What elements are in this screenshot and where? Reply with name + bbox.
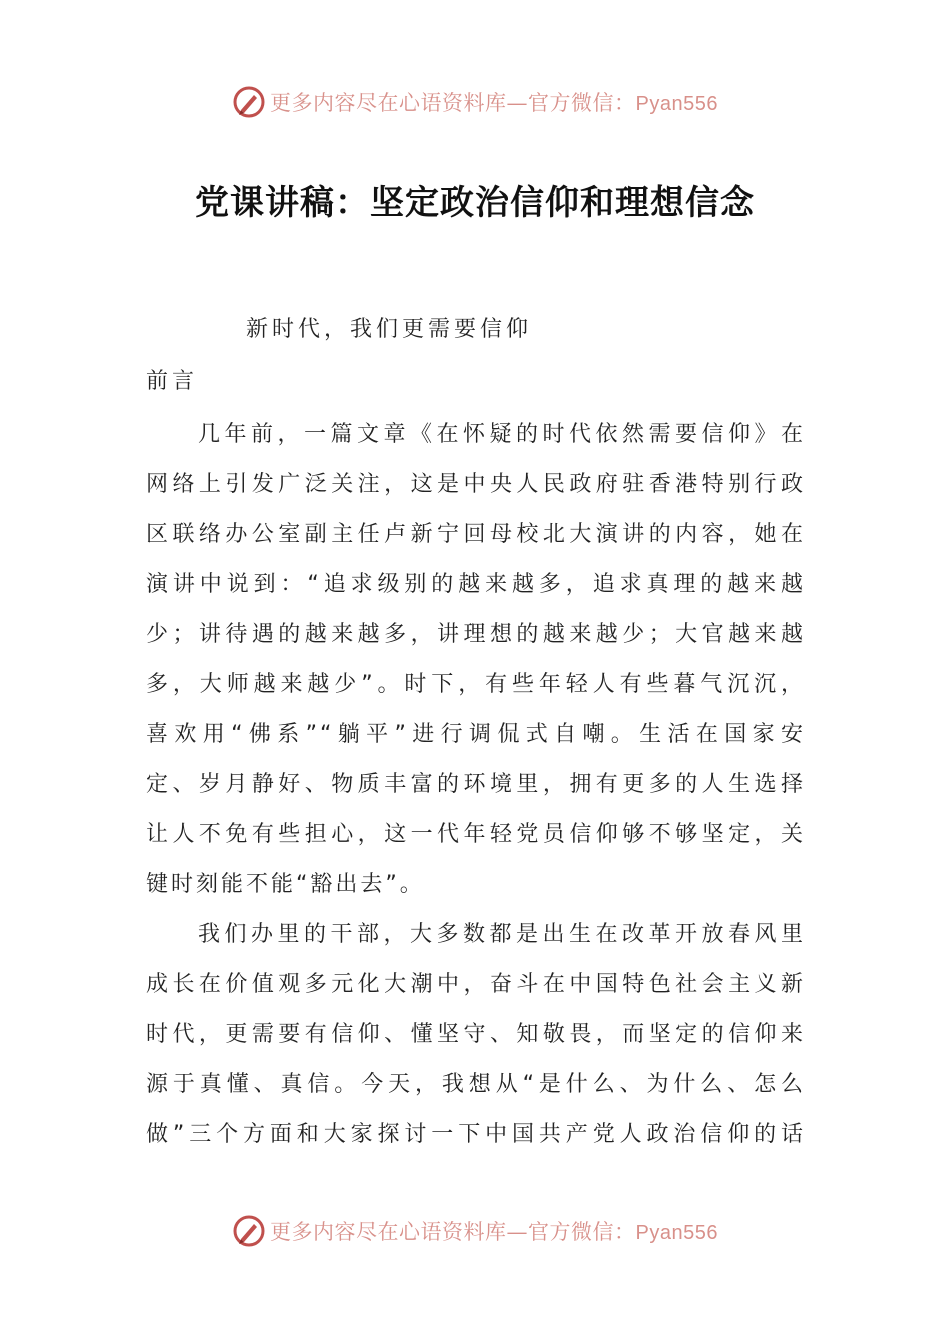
paragraph-2-line: 源于真懂、真信。今天，我想从“是什么、为什么、怎么 [146, 1072, 806, 1097]
paragraph-2-line: 我们办里的干部，大多数都是出生在改革开放春风里 [198, 922, 806, 947]
document-subtitle: 新时代，我们更需要信仰 [246, 317, 533, 342]
paragraph-1-line: 喜欢用“佛系”“躺平”进行调侃式自嘲。生活在国家安 [146, 722, 806, 747]
pen-logo-icon [232, 85, 266, 119]
wechat-id: Pyan556 [635, 93, 718, 115]
paragraph-1-line: 多，大师越来越少”。时下，有些年轻人有些暮气沉沉， [146, 672, 806, 697]
preface-heading: 前言 [146, 369, 199, 394]
paragraph-1-line: 区联络办公室副主任卢新宁回母校北大演讲的内容，她在 [146, 522, 806, 547]
body-text [146, 410, 806, 1160]
document-title: 党课讲稿：坚定政治信仰和理想信念 [195, 183, 755, 223]
paragraph-1-line: 少；讲待遇的越来越多，讲理想的越来越少；大官越来越 [146, 622, 806, 647]
pen-logo-icon [232, 1214, 266, 1248]
footer-banner [0, 1211, 950, 1251]
paragraph-2-line: 时代，更需要有信仰、懂坚守、知敬畏，而坚定的信仰来 [146, 1022, 806, 1047]
paragraph-1-line: 让人不免有些担心，这一代年轻党员信仰够不够坚定，关 [146, 822, 806, 847]
paragraph-1-line: 网络上引发广泛关注，这是中央人民政府驻香港特别行政 [146, 472, 806, 497]
paragraph-2-line: 成长在价值观多元化大潮中，奋斗在中国特色社会主义新 [146, 972, 806, 997]
paragraph-1-line: 键时刻能不能“豁出去”。 [146, 872, 425, 897]
paragraph-1-line: 几年前，一篇文章《在怀疑的时代依然需要信仰》在 [198, 422, 806, 447]
paragraph-1-line: 演讲中说到：“追求级别的越来越多，追求真理的越来越 [146, 572, 806, 597]
wechat-id: Pyan556 [635, 1222, 718, 1244]
banner-text: 更多内容尽在心语资料库—官方微信：Pyan556 [270, 1220, 718, 1244]
banner-text: 更多内容尽在心语资料库—官方微信：Pyan556 [270, 91, 718, 115]
paragraph-1-line: 定、岁月静好、物质丰富的环境里，拥有更多的人生选择 [146, 772, 806, 797]
header-banner [0, 82, 950, 122]
paragraph-2-line: 做”三个方面和大家探讨一下中国共产党人政治信仰的话 [146, 1122, 806, 1147]
